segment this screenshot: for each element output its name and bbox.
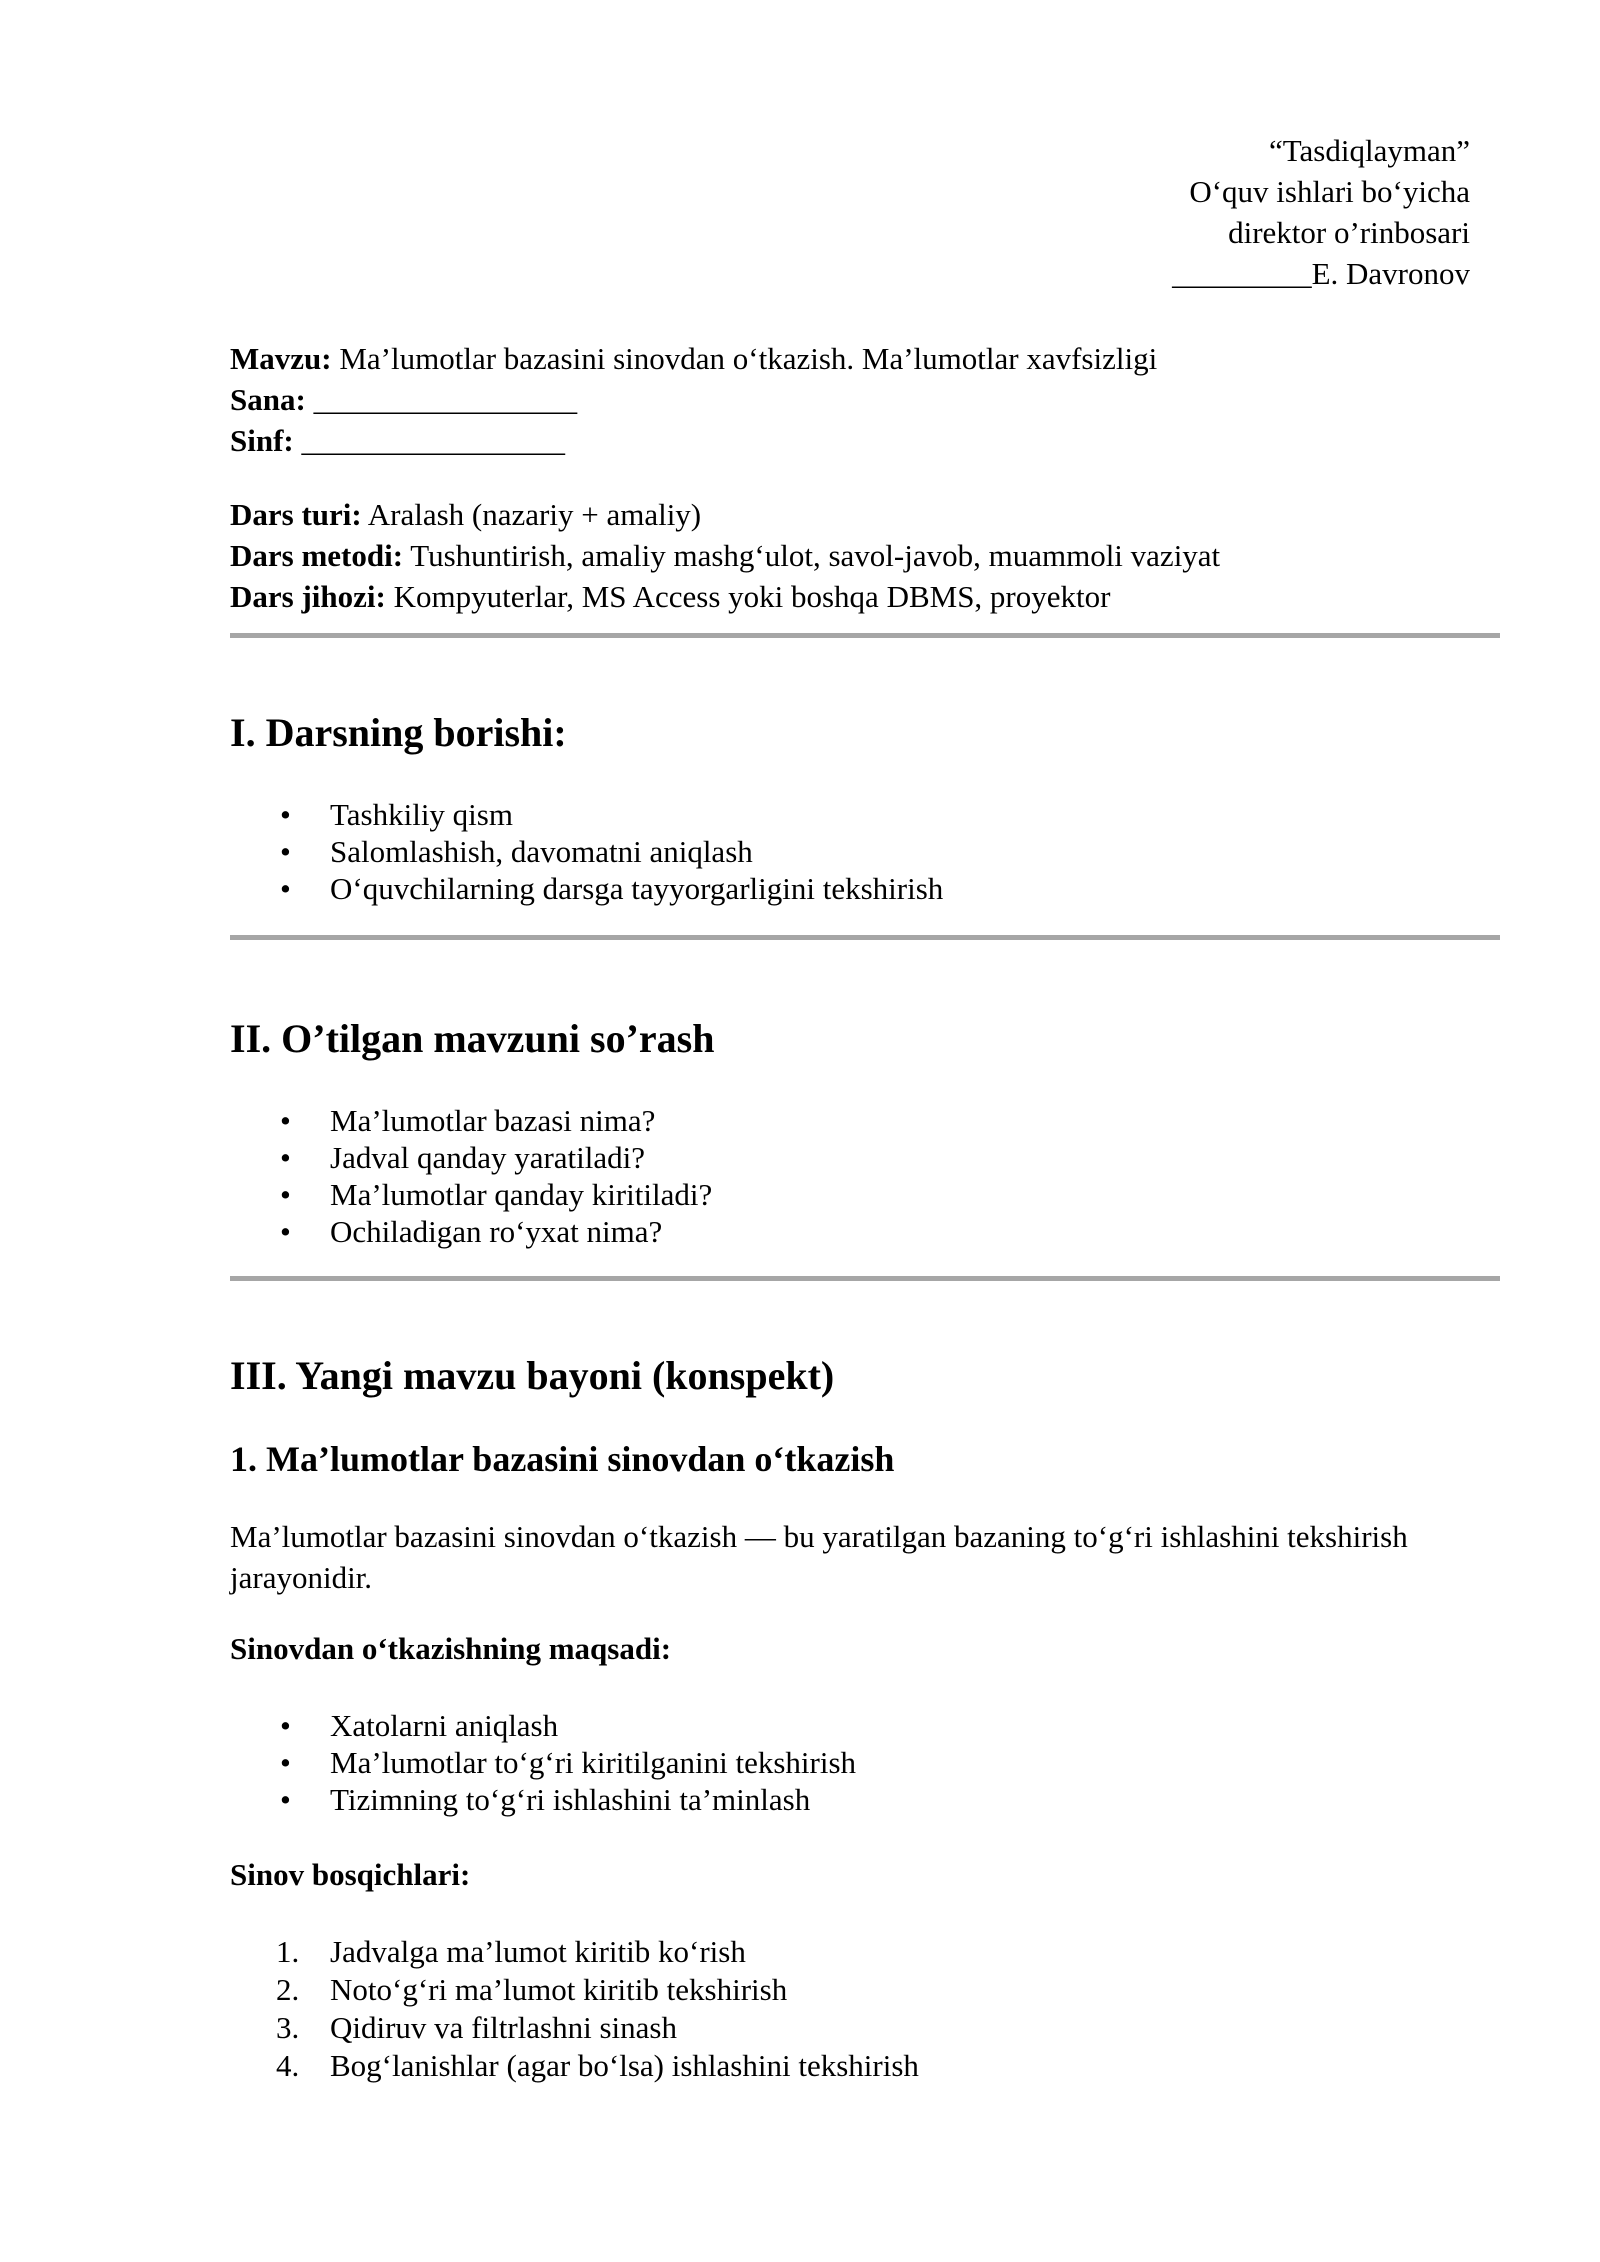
dars-metodi-label: Dars metodi:	[230, 538, 404, 573]
lesson-meta-block	[230, 338, 1500, 461]
list-item: • Tashkiliy qism	[330, 796, 1500, 833]
approval-line-1: “Tasdiqlayman”	[1269, 133, 1470, 168]
approval-block	[230, 130, 1470, 294]
approval-line-3: direktor o’rinbosari	[1228, 215, 1470, 250]
dars-metodi-value: Tushuntirish, amaliy mashg‘ulot, savol-javob, muammoli vaziyat	[403, 538, 1221, 573]
sana-label: Sana:	[230, 382, 306, 417]
list-item: • Jadval qanday yaratiladi?	[330, 1139, 1500, 1176]
mavzu-label: Mavzu:	[230, 341, 332, 376]
dars-metodi-row	[230, 535, 1500, 576]
dars-turi-row	[230, 494, 1500, 535]
mavzu-value: Ma’lumotlar bazasini sinovdan o‘tkazish. Ma’lumotlar xavfsizligi	[331, 341, 1158, 376]
section-divider-1	[230, 633, 1500, 638]
steps-list	[230, 1933, 1500, 2085]
subsection-1-title: 1. Ma’lumotlar bazasini sinovdan o‘tkazish	[230, 1439, 895, 1479]
signature-blank-line: _________	[1172, 256, 1312, 291]
sinf-label: Sinf:	[230, 423, 294, 458]
dars-jihozi-row	[230, 576, 1500, 617]
section-2-list	[230, 1102, 1500, 1250]
mavzu-row	[230, 338, 1500, 379]
goals-title: Sinovdan o‘tkazishning maqsadi:	[230, 1631, 672, 1666]
sana-blank-line: _________________	[305, 382, 578, 417]
list-item: Qidiruv va filtrlashni sinash	[330, 2010, 677, 2045]
section-2-title: II. O’tilgan mavzuni so’rash	[230, 1016, 715, 1061]
list-item: • Ma’lumotlar to‘g‘ri kiritilganini tekshirish	[330, 1744, 1500, 1781]
approval-signature-line	[230, 253, 1470, 294]
list-item: Noto‘g‘ri ma’lumot kiritib tekshirish	[330, 1972, 788, 2007]
section-1-title: I. Darsning borishi:	[230, 710, 567, 755]
list-item: • Xatolarni aniqlash	[330, 1707, 1500, 1744]
signature-name: E. Davronov	[1311, 256, 1470, 291]
list-item: • Salomlashish, davomatni aniqlash	[330, 833, 1500, 870]
sinf-blank-line: _________________	[293, 423, 565, 458]
section-divider-2	[230, 935, 1500, 940]
section-1-list	[230, 796, 1500, 907]
list-item: • Ochiladigan ro‘yxat nima?	[330, 1213, 1500, 1250]
dars-jihozi-label: Dars jihozi:	[230, 579, 386, 614]
sana-row	[230, 379, 1500, 420]
list-item: Bog‘lanishlar (agar bo‘lsa) ishlashini tekshirish	[330, 2048, 919, 2083]
list-item: • Ma’lumotlar qanday kiritiladi?	[330, 1176, 1500, 1213]
approval-line-2: O‘quv ishlari bo‘yicha	[1189, 174, 1470, 209]
goals-list	[230, 1707, 1500, 1818]
dars-jihozi-value: Kompyuterlar, MS Access yoki boshqa DBMS, proyektor	[385, 579, 1111, 614]
list-item: • O‘quvchilarning darsga tayyorgarligini tekshirish	[330, 870, 1500, 907]
list-item: • Tizimning to‘g‘ri ishlashini ta’minlash	[330, 1781, 1500, 1818]
dars-turi-value: Aralash (nazariy + amaliy)	[361, 497, 702, 532]
section-3-title: III. Yangi mavzu bayoni (konspekt)	[230, 1353, 835, 1398]
section-divider-3	[230, 1276, 1500, 1281]
lesson-details-block	[230, 494, 1500, 617]
dars-turi-label: Dars turi:	[230, 497, 362, 532]
sinf-row	[230, 420, 1500, 461]
list-item: Jadvalga ma’lumot kiritib ko‘rish	[330, 1934, 746, 1969]
subsection-1-paragraph: Ma’lumotlar bazasini sinovdan o‘tkazish — bu yaratilgan bazaning to‘g‘ri ishlashini tekshirish jarayonidir.	[230, 1519, 1408, 1595]
steps-title: Sinov bosqichlari:	[230, 1857, 471, 1892]
list-item: • Ma’lumotlar bazasi nima?	[330, 1102, 1500, 1139]
